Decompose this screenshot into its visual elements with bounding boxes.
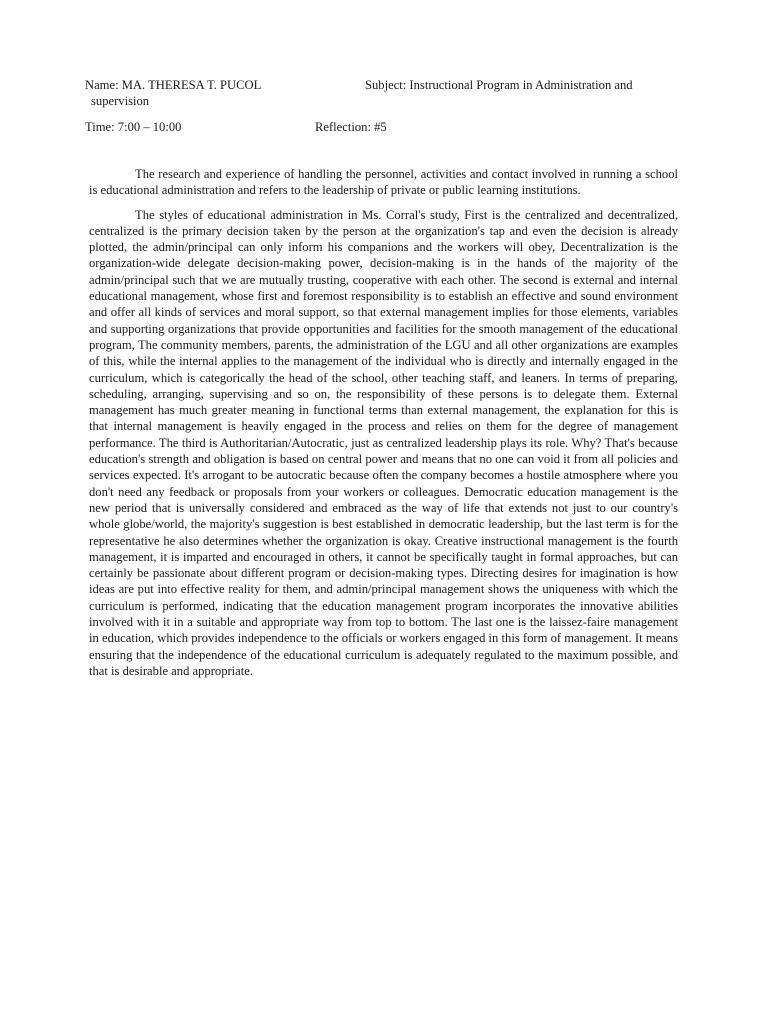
header-row-subject-continued — [85, 94, 685, 110]
reflection-number: Reflection: #5 — [315, 120, 387, 134]
reflection-body — [89, 166, 678, 687]
document-header — [85, 78, 685, 136]
header-row-time-reflection — [85, 120, 685, 136]
subject-continued: supervision — [91, 94, 150, 108]
header-row-name-subject — [85, 78, 685, 94]
time-label: Time: 7:00 – 10:00 — [85, 120, 182, 134]
paragraph-intro: The research and experience of handling the personnel, activities and contact involved in running a school is educational administration and refers to the leadership of private or public learning institutions. — [89, 167, 678, 198]
student-name: Name: MA. THERESA T. PUCOL — [85, 78, 262, 92]
paragraph-styles: The styles of educational administration in Ms. Corral's study, First is the centralized and decentralized, centralized is the primary decision taken by the person at the organization's tap and even the decision is already plotted, the admin/principal can only inform his companions and the workers will obey, Decentralization is the organization-wide delegate decision-making power, decision-making is in the hands of the majority of the admin/principal such that we are mutually trusting, cooperative with each other. The second is external and internal educational management, whose first and foremost responsibility is to establish an effective and sound environment and offer all kinds of services and moral support, so that external management implies for those elements, variables and supporting organizations that provide opportunities and facilities for the smooth management of the educational program, The community members, parents, the administration of the LGU and all other organizations are examples of this, while the internal applies to the management of the individual who is directly and internally engaged in the curriculum, which is categorically the head of the school, other teaching staff, and leaners. In terms of preparing, scheduling, arranging, supervising and so on, the responsibility of these persons is to delegate them. External management has much greater meaning in functional terms than external management, the explanation for this is that internal management is heavily engaged in the process and relies on them for the degree of management performance. The third is Authoritarian/Autocratic, just as centralized leadership plays its role. Why? That's because education's strength and obligation is based on central power and means that no one can void it from all policies and services expected. It's arrogant to be autocratic because often the company becomes a hostile atmosphere where you don't need any feedback or proposals from your workers or colleagues. Democratic education management is the new period that is universally considered and embraced as the way of life that extends not just to our country's whole globe/world, the majority's suggestion is best established in democratic leadership, but the last term is for the representative he also determines whether the organization is okay. Creative instructional management is the fourth management, it is imparted and encouraged in others, it cannot be specifically taught in formal approaches, but can certainly be passionate about different program or decision-making types. Directing desires for imagination is how ideas are put into effective reality for them, and admin/principal management shows the uniqueness with which the curriculum is performed, indicating that the education management program incorporates the innovative abilities involved with it in a suitable and appropriate way from top to bottom. The last one is the laissez-faire management in education, which provides independence to the officials or workers engaged in this form of management. It means ensuring that the independence of the educational curriculum is adequately regulated to the maximum possible, and that is desirable and appropriate. — [89, 207, 678, 678]
subject-label: Subject: Instructional Program in Administration and — [365, 78, 633, 92]
